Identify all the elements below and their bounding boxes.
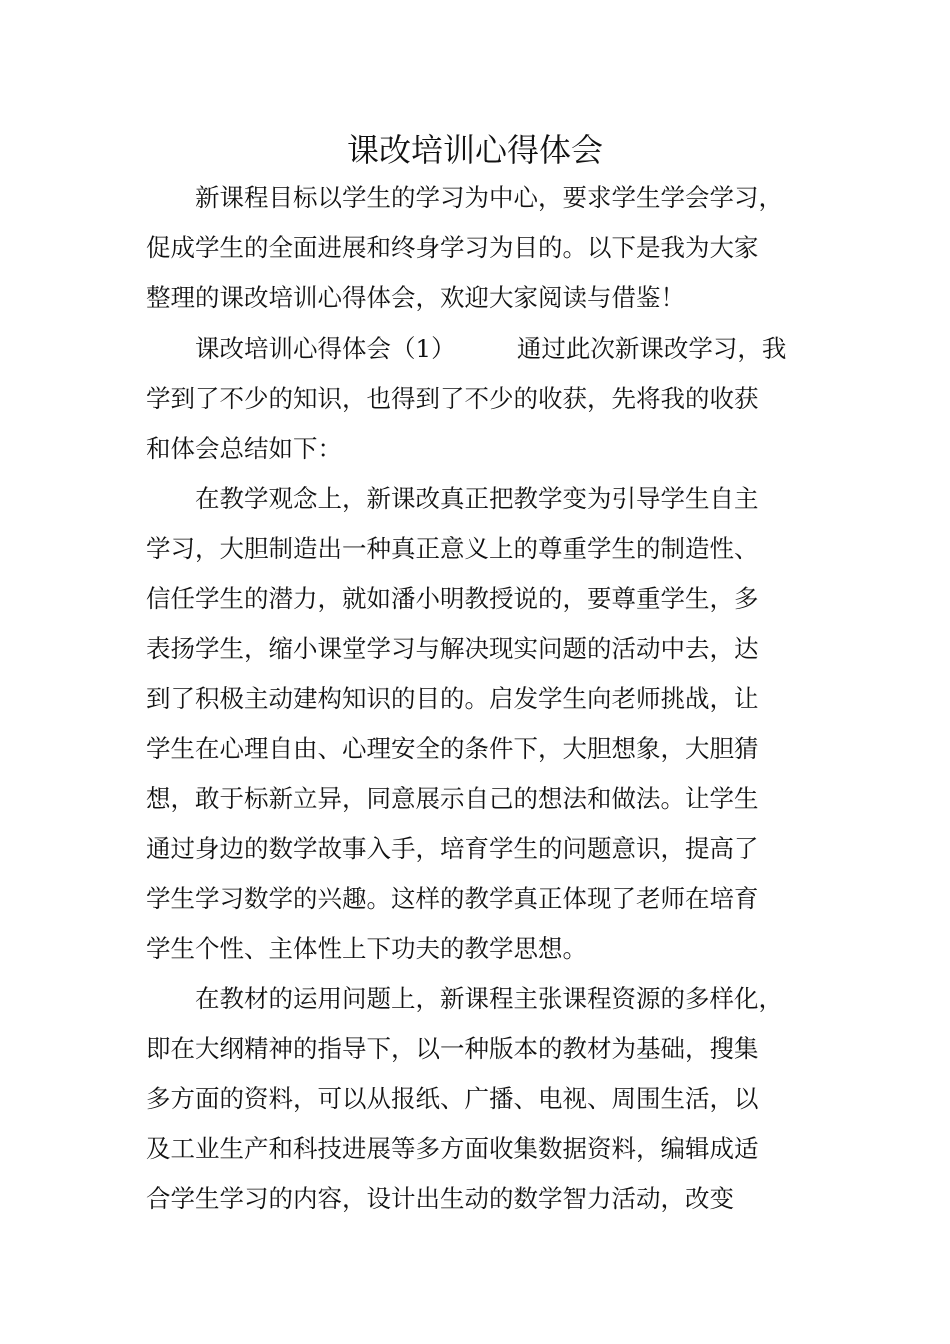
body-line: 想，敢于标新立异，同意展示自己的想法和做法。让学生 <box>146 784 759 813</box>
body-line: 到了积极主动建构知识的目的。启发学生向老师挑战，让 <box>146 684 759 713</box>
body-line: 新课程目标以学生的学习为中心，要求学生学会学习， <box>146 183 783 212</box>
body-line: 和体会总结如下： <box>146 434 342 463</box>
body-line: 学习，大胆制造出一种真正意义上的尊重学生的制造性、 <box>146 534 759 563</box>
body-line: 在教材的运用问题上，新课程主张课程资源的多样化， <box>146 984 783 1013</box>
body-line: 学生在心理自由、心理安全的条件下，大胆想象，大胆猜 <box>146 734 759 763</box>
body-line: 学生学习数学的兴趣。这样的教学真正体现了老师在培育 <box>146 884 759 913</box>
body-line: 整理的课改培训心得体会，欢迎大家阅读与借鉴！ <box>146 283 685 312</box>
body-line: 通过身边的数学故事入手，培育学生的问题意识，提高了 <box>146 834 759 863</box>
body-line: 学到了不少的知识，也得到了不少的收获，先将我的收获 <box>146 384 759 413</box>
body-line: 在教学观念上，新课改真正把教学变为引导学生自主 <box>146 484 759 513</box>
document-title: 课改培训心得体会 <box>346 131 603 169</box>
body-line: 信任学生的潜力，就如潘小明教授说的，要尊重学生，多 <box>146 584 759 613</box>
body-line: 促成学生的全面进展和终身学习为目的。以下是我为大家 <box>146 233 759 262</box>
body-line: 及工业生产和科技进展等多方面收集数据资料，编辑成适 <box>146 1134 759 1163</box>
body-line: 表扬学生，缩小课堂学习与解决现实问题的活动中去，达 <box>146 634 759 663</box>
body-line: 课改培训心得体会（1） 通过此次新课改学习，我 <box>146 334 787 363</box>
body-line: 多方面的资料，可以从报纸、广播、电视、周围生活，以 <box>146 1084 759 1113</box>
body-line: 学生个性、主体性上下功夫的教学思想。 <box>146 934 587 963</box>
body-line: 即在大纲精神的指导下，以一种版本的教材为基础，搜集 <box>146 1034 759 1063</box>
body-line: 合学生学习的内容，设计出生动的数学智力活动，改变 <box>146 1184 734 1213</box>
